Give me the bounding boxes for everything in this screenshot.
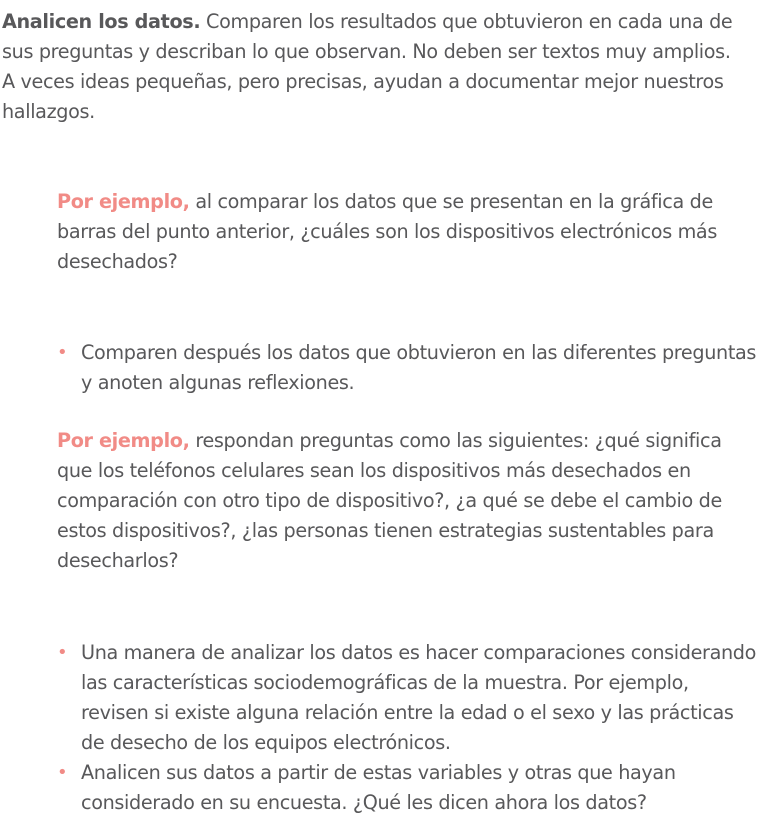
bullet-list-2	[57, 638, 757, 818]
list-item-text: Una manera de analizar los datos es hacer comparaciones considerando las características sociodemográficas de la muestra. Por ejemplo, revisen si existe alguna relación entre la edad o el sexo y las prácticas de desecho de los equipos electrónicos.	[81, 641, 757, 754]
example-paragraph-2	[57, 426, 757, 576]
bullet-icon: •	[57, 342, 68, 363]
list-item	[57, 338, 757, 398]
bullet-icon: •	[57, 762, 68, 783]
example-2-lead: Por ejemplo,	[57, 429, 190, 452]
list-item	[57, 638, 757, 758]
intro-text: Comparen los resultados que obtuvieron en cada una de sus preguntas y describan lo que observan. No deben ser textos muy amplios. A veces ideas pequeñas, pero precisas, ayudan a documentar mejor nuestros hallazgos.	[2, 10, 733, 123]
bullet-list-1	[57, 338, 757, 398]
intro-lead: Analicen los datos.	[2, 10, 201, 33]
intro-paragraph	[2, 7, 747, 127]
list-item-text: Analicen sus datos a partir de estas variables y otras que hayan considerado en su encuesta. ¿Qué les dicen ahora los datos?	[81, 761, 676, 814]
list-item-text: Comparen después los datos que obtuvieron en las diferentes preguntas y anoten algunas reflexiones.	[81, 341, 757, 394]
example-1-lead: Por ejemplo,	[57, 190, 190, 213]
example-paragraph-1	[57, 187, 757, 277]
list-item	[57, 758, 757, 818]
bullet-icon: •	[57, 642, 68, 663]
example-1-text: al comparar los datos que se presentan en la gráfica de barras del punto anterior, ¿cuáles son los dispositivos electrónicos más desechados?	[57, 190, 717, 273]
example-2-text: respondan preguntas como las siguientes: ¿qué significa que los teléfonos celulares sean los dispositivos más desechados en comparación con otro tipo de dispositivo?, ¿a qué se debe el cambio de estos dispositivos?, ¿las personas tienen estrategias sustentables para desecharlos?	[57, 429, 722, 572]
